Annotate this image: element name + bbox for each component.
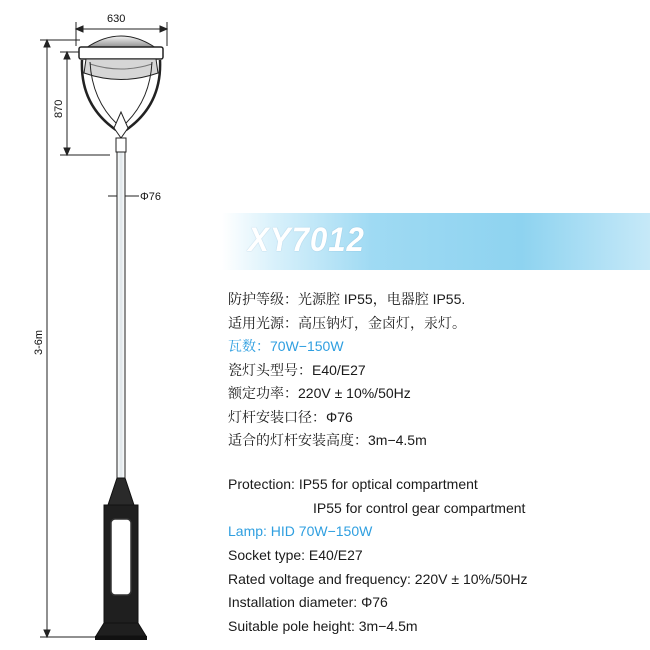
total-height-label: 3-6m — [33, 329, 45, 355]
spec-wattage-zh: 瓦数：70W−150W — [228, 338, 344, 354]
spec-voltage-en: Rated voltage and frequency: 220V ± 10%/50Hz — [228, 570, 528, 587]
spec-diameter-zh: 灯杆安装口径：Φ76 — [228, 408, 353, 425]
specs-english — [228, 473, 528, 639]
spec-pole-height-en: Suitable pole height: 3m−4.5m — [228, 618, 418, 635]
model-banner — [222, 213, 650, 270]
pole-shaft — [117, 152, 125, 482]
spec-power-zh: 额定功率：220V ± 10%/50Hz — [228, 385, 411, 401]
spec-protection-en-2: IP55 for control gear compartment — [313, 499, 526, 516]
lamp-height-label: 870 — [53, 99, 65, 118]
specs-chinese — [228, 288, 466, 453]
spec-lamp-en: Lamp: HID 70W−150W — [228, 523, 373, 540]
spec-diameter-en: Installation diameter: Φ76 — [228, 594, 388, 611]
width-label: 630 — [107, 13, 126, 25]
spec-socket-en: Socket type: E40/E27 — [228, 547, 363, 564]
pole-base — [95, 478, 147, 640]
spec-protection-zh: 防护等级：光源腔 IP55，电器腔 IP55. — [228, 291, 466, 307]
spec-socket-zh: 瓷灯头型号：E40/E27 — [228, 361, 366, 378]
model-title: XY7012 — [248, 221, 365, 259]
diameter-label: Φ76 — [140, 191, 162, 203]
lamp-post-drawing — [0, 0, 220, 650]
spec-protection-en: Protection: IP55 for optical compartment — [228, 476, 478, 492]
spec-pole-height-zh: 适合的灯杆安装高度：3m−4.5m — [228, 432, 427, 448]
spec-light-source-zh: 适用光源：高压钠灯，金卤灯，汞灯。 — [228, 314, 466, 331]
lamp-head — [79, 36, 163, 152]
